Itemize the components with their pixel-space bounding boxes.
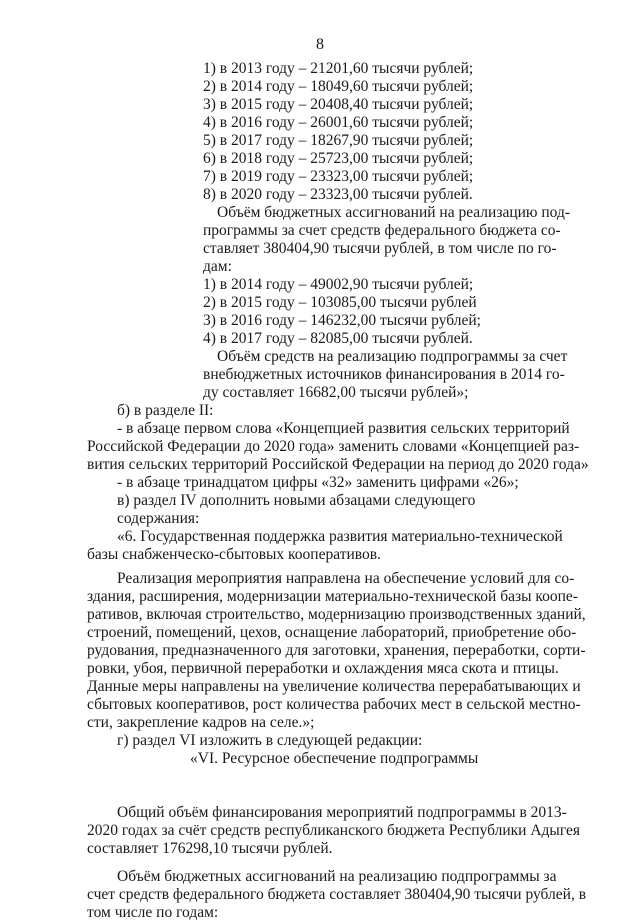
text-line: вития сельских территорий Российской Федерации на период до 2020 года»: [87, 456, 589, 473]
text-line: Объём бюджетных ассигнований на реализацию подпрограммы за: [117, 868, 557, 885]
text-line: сбытовых кооперативов, рост количества рабочих мест в сельской местно-: [87, 696, 581, 713]
text-line: строений, помещений, цехов, оснащение лабораторий, приобретение обо-: [87, 624, 577, 641]
list-item: 2) в 2015 году – 103085,00 тысячи рублей: [203, 294, 477, 311]
list-item: 6) в 2018 году – 25723,00 тысячи рублей;: [203, 150, 474, 167]
text-line: том числе по годам:: [87, 904, 219, 921]
list-item: 3) в 2015 году – 20408,40 тысячи рублей;: [203, 96, 474, 113]
text-line: сти, закрепление кадров на селе.»;: [87, 714, 315, 731]
section-v-heading: в) раздел IV дополнить новыми абзацами следующего содержания:: [117, 492, 476, 527]
text-line: - в абзаце первом слова «Концепцией развития сельских территорий: [117, 420, 570, 437]
text-line: Объём средств на реализацию подпрограммы за счет: [217, 348, 568, 365]
text-line: здания, расширения, модернизации материально-технической базы коопе-: [87, 588, 578, 605]
offbudget-paragraph: [203, 348, 568, 402]
text-line: Данные меры направлены на увеличение количества перерабатывающих и: [87, 678, 581, 695]
list-item: 5) в 2017 году – 18267,90 тысячи рублей;: [203, 132, 474, 149]
text-line: программы за счет средств федерального бюджета со-: [203, 222, 561, 239]
list-item: 8) в 2020 году – 23323,00 тысячи рублей.: [203, 186, 473, 203]
text-line: счет средств федерального бюджета составляет 380404,90 тысячи рублей, в: [87, 886, 587, 903]
section-g-heading: г) раздел VI изложить в следующей редакции:: [117, 732, 423, 749]
list-item: 4) в 2017 году – 82085,00 тысячи рублей.: [203, 330, 473, 347]
text-line: ду составляет 16682,00 тысячи рублей»;: [203, 384, 469, 401]
text-line: - в абзаце тринадцатом цифры «32» заменить цифрами «26»;: [117, 474, 519, 491]
federal-budget-list: [203, 276, 553, 348]
main-body: [87, 402, 589, 922]
section-b-heading: б) в разделе II:: [117, 402, 214, 419]
list-item: 3) в 2016 году – 146232,00 тысячи рублей;: [203, 312, 481, 329]
text-line: составляет 176298,10 тысячи рублей.: [87, 840, 333, 857]
text-line: Российской Федерации до 2020 года» заменить словами «Концепцией раз-: [87, 438, 580, 455]
text-line: внебюджетных источников финансирования в 2014 го-: [203, 366, 565, 383]
list-item: 4) в 2016 году – 26001,60 тысячи рублей;: [203, 114, 474, 131]
list-item: 1) в 2013 году – 21201,60 тысячи рублей;: [203, 60, 474, 77]
text-line: Общий объём финансирования мероприятий подпрограммы в 2013-: [117, 804, 567, 821]
list-item: 7) в 2019 году – 23323,00 тысячи рублей;: [203, 168, 474, 185]
text-line: ровки, убоя, первичной переработки и охлаждения мяса скота и птицы.: [87, 660, 559, 677]
text-line: Объём бюджетных ассигнований на реализацию под-: [217, 204, 571, 221]
text-line: рудования, предназначенного для заготовки, хранения, переработки, сорти-: [87, 642, 586, 659]
text-line: ративов, включая строительство, модернизацию производственных зданий,: [87, 606, 586, 623]
list-item: 2) в 2014 году – 18049,60 тысячи рублей;: [203, 78, 474, 95]
section-6-title: «VI. Ресурсное обеспечение подпрограммы: [190, 750, 479, 767]
page-number: 8: [316, 36, 324, 53]
text-line: базы снабженческо-сбытовых кооперативов.: [87, 546, 381, 563]
text-line: «6. Государственная поддержка развития материально-технической: [117, 528, 563, 545]
text-line: Реализация мероприятия направлена на обеспечение условий для со-: [117, 570, 575, 587]
text-line: дам:: [203, 258, 232, 275]
regional-budget-list: [203, 60, 553, 204]
federal-intro-paragraph: [203, 204, 571, 276]
text-line: 2020 годах за счёт средств республиканского бюджета Республики Адыгея: [87, 822, 581, 839]
text-line: ставляет 380404,90 тысячи рублей, в том числе по го-: [203, 240, 557, 257]
list-item: 1) в 2014 году – 49002,90 тысячи рублей;: [203, 276, 474, 293]
